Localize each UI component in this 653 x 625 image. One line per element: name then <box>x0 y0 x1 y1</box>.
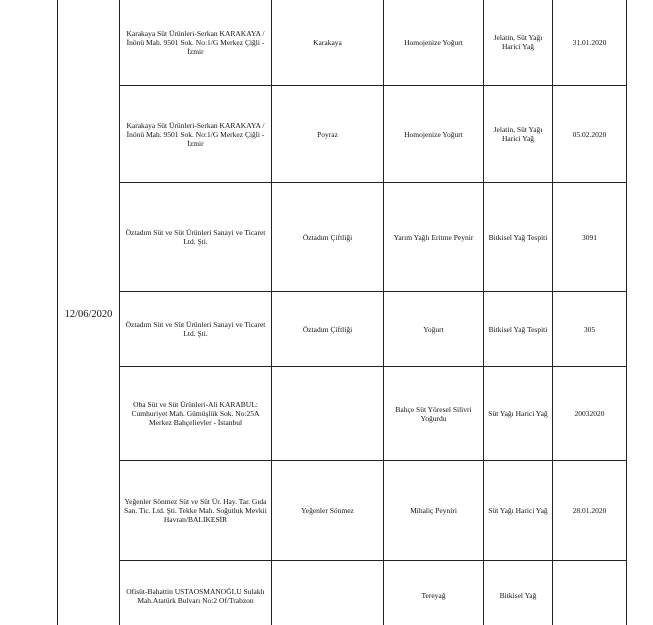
product-cell <box>384 0 484 86</box>
brand-cell <box>272 86 384 183</box>
finding-cell <box>484 292 553 367</box>
batch-cell <box>553 86 627 183</box>
brand-text: Öztadım Çiftliği <box>302 324 353 334</box>
finding-text: Jelatin, Süt Yağı Harici Yağ <box>493 125 543 143</box>
date-group-cell <box>58 0 120 625</box>
table-row <box>58 561 627 625</box>
table-row <box>58 0 627 86</box>
batch-cell <box>553 183 627 292</box>
company-text: Yeğenler Sönmez Süt ve Süt Ür. Hay. Tar. Gıda San. Tic. Ltd. Şti. Tekke Mah. Soğutluk Mevkii Havran/BALIKESİR <box>124 497 267 524</box>
product-text: Bahçe Süt Yöresel Silivri Yoğurdu <box>395 404 472 423</box>
brand-cell <box>272 561 384 625</box>
product-cell <box>384 461 484 561</box>
company-text: Öztadım Süt ve Süt Ürünleri Sanayi ve Ticaret Ltd. Şti. <box>125 228 266 246</box>
finding-cell <box>484 367 553 461</box>
finding-text: Bitkisel Yağ Tespiti <box>488 324 548 334</box>
product-cell <box>384 86 484 183</box>
table-row <box>58 183 627 292</box>
product-text: Yarım Yağlı Eritme Peynir <box>393 232 474 242</box>
company-text: Oba Süt ve Süt Ürünleri-Ali KARABUL: Cumhuriyet Mah. Gümüşlük Sok. No:25A Merkez Bahçelievler - İstanbul <box>131 400 260 427</box>
finding-text: Süt Yağı Harici Yağ <box>488 409 548 418</box>
product-cell <box>384 561 484 625</box>
finding-cell <box>484 86 553 183</box>
company-text: Öztadım Süt ve Süt Ürünleri Sanayi ve Ticaret Ltd. Şti. <box>125 320 266 338</box>
product-cell <box>384 367 484 461</box>
batch-cell <box>553 367 627 461</box>
company-text: Karakaya Süt Ürünleri-Serkan KARAKAYA / İnönü Mah. 9501 Sok. No:1/G Merkez Çiğli - İzmir <box>126 120 265 148</box>
finding-cell <box>484 561 553 625</box>
batch-text: 3091 <box>582 232 597 242</box>
batch-text: 05.02.2020 <box>572 129 607 139</box>
batch-cell <box>553 561 627 625</box>
brand-text: Öztadım Çiftliği <box>302 232 353 242</box>
company-cell <box>120 367 272 461</box>
finding-cell <box>484 461 553 561</box>
table-row <box>58 86 627 183</box>
product-cell <box>384 183 484 292</box>
product-cell <box>384 292 484 367</box>
finding-text: Süt Yağı Harici Yağ <box>488 506 548 515</box>
brand-text: Yeğenler Sönmez <box>301 506 354 515</box>
batch-text: 305 <box>583 324 596 334</box>
finding-text: Bitkisel Yağ <box>499 591 537 600</box>
batch-cell <box>553 461 627 561</box>
batch-text: 20032020 <box>574 409 605 418</box>
brand-text: Poyraz <box>317 129 338 139</box>
product-text: Homojenize Yoğurt <box>404 37 463 47</box>
brand-cell <box>272 367 384 461</box>
brand-cell <box>272 292 384 367</box>
company-cell <box>120 292 272 367</box>
finding-cell <box>484 183 553 292</box>
company-text: Karakaya Süt Ürünleri-Serkan KARAKAYA / İnönü Mah. 9501 Sok. No:1/G Merkez Çiğli - İzmir <box>126 28 265 56</box>
table-row <box>58 292 627 367</box>
date-group-text: 12/06/2020 <box>64 308 113 320</box>
brand-text: Karakaya <box>313 37 342 47</box>
company-cell <box>120 0 272 86</box>
brand-cell <box>272 183 384 292</box>
table-row <box>58 461 627 561</box>
batch-cell <box>553 292 627 367</box>
batch-text: 31.01.2020 <box>572 37 607 47</box>
company-cell <box>120 561 272 625</box>
brand-cell <box>272 461 384 561</box>
product-text: Yoğurt <box>423 324 444 334</box>
batch-text: 28.01.2020 <box>572 506 607 515</box>
company-cell <box>120 183 272 292</box>
company-cell <box>120 461 272 561</box>
company-cell <box>120 86 272 183</box>
records-table <box>57 0 627 625</box>
batch-cell <box>553 0 627 86</box>
finding-cell <box>484 0 553 86</box>
table-row <box>58 367 627 461</box>
product-text: Tereyağ <box>421 591 446 600</box>
finding-text: Jelatin, Süt Yağı Harici Yağ <box>493 33 543 51</box>
finding-text: Bitkisel Yağ Tespiti <box>488 232 548 242</box>
product-text: Mihaliç Peyniri <box>410 506 457 515</box>
brand-cell <box>272 0 384 86</box>
company-text: Ofisüt-Bahattin USTAOSMANOĞLU Sulaklı Mah.Atatürk Bulvarı No:2 Of/Trabzon <box>126 586 265 605</box>
product-text: Homojenize Yoğurt <box>404 129 463 139</box>
